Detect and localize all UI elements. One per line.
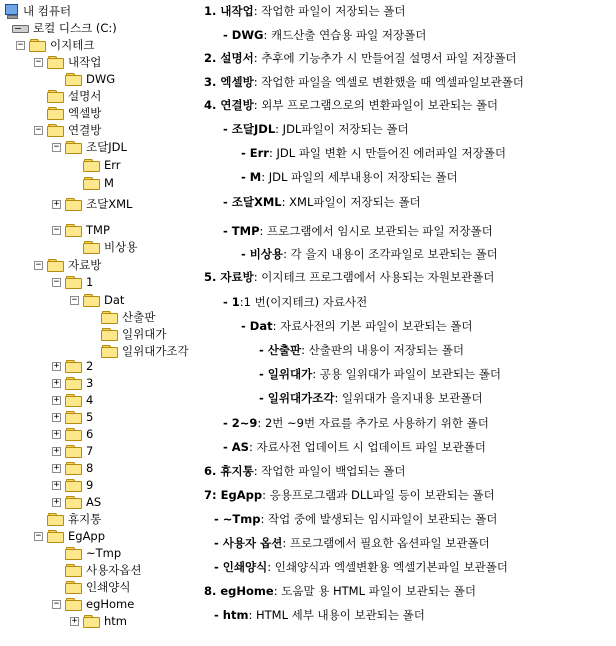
description-line — [241, 246, 498, 262]
tree-item-label: 휴지통 — [68, 512, 102, 526]
collapse-toggle-icon[interactable]: − — [35, 56, 42, 67]
tree-item[interactable] — [52, 443, 93, 459]
tree-item[interactable] — [70, 175, 114, 191]
description-separator: : — [253, 75, 258, 89]
description-separator: : — [253, 4, 258, 18]
expand-toggle-icon[interactable]: + — [53, 198, 60, 209]
description-line — [259, 342, 464, 358]
tree-item-label: 3 — [86, 376, 94, 390]
description-separator: : — [301, 343, 305, 357]
description-text: 작업 중에 발생되는 임시파일이 보관되는 폴더 — [264, 512, 498, 526]
description-line — [223, 27, 426, 43]
folder-icon — [65, 546, 82, 560]
tree-item[interactable] — [52, 71, 115, 87]
folder-icon — [65, 410, 82, 424]
tree-item-label: 비상용 — [104, 240, 138, 254]
tree-item-label: 4 — [86, 393, 94, 407]
tree-item[interactable] — [88, 343, 189, 359]
description-line — [241, 318, 473, 334]
folder-icon — [65, 197, 82, 211]
expand-toggle-icon[interactable]: + — [53, 360, 60, 371]
folder-icon — [29, 38, 46, 52]
description-key: 3. 엑셀방 — [204, 75, 254, 89]
description-line — [214, 559, 508, 575]
tree-spacer — [34, 109, 43, 118]
folder-icon — [47, 89, 64, 103]
description-separator: : — [261, 170, 266, 184]
tree-spacer — [70, 243, 79, 252]
description-separator: : — [263, 28, 268, 42]
collapse-toggle-icon[interactable]: − — [53, 276, 60, 287]
description-text: 1 번(이지테크) 자료사전 — [243, 295, 368, 309]
description-line — [214, 535, 490, 551]
folder-icon — [65, 563, 82, 577]
description-text: 프로그램에서 임시로 보관되는 파일 저장폴더 — [263, 224, 493, 238]
description-separator: : — [312, 367, 317, 381]
description-key: - TMP — [223, 224, 260, 238]
tree-item-label: Err — [104, 158, 121, 172]
tree-item[interactable] — [52, 562, 142, 578]
tree-item-label: AS — [86, 495, 102, 509]
description-line — [204, 583, 476, 599]
description-line — [204, 3, 406, 19]
description-line — [259, 390, 483, 406]
tree-item-label: M — [104, 176, 114, 190]
tree-item-label: 설명서 — [68, 89, 102, 103]
folder-icon — [65, 444, 82, 458]
folder-icon — [47, 529, 64, 543]
collapse-toggle-icon[interactable]: − — [53, 224, 60, 235]
description-line — [204, 97, 498, 113]
tree-spacer — [88, 347, 97, 356]
tree-item-label: 산출판 — [122, 310, 156, 324]
tree-spacer — [88, 330, 97, 339]
tree-item-label: 이지테크 — [50, 38, 95, 52]
description-text: 일위대가 을지내용 보관폴더 — [338, 391, 483, 405]
description-separator: : — [253, 51, 258, 65]
tree-item[interactable] — [52, 494, 101, 510]
tree-item-label: 내작업 — [68, 55, 102, 69]
description-line — [223, 294, 367, 310]
folder-icon — [65, 275, 82, 289]
expand-toggle-icon[interactable]: + — [53, 496, 60, 507]
tree-item-label: DWG — [86, 72, 116, 86]
tree-item-label: ~Tmp — [86, 546, 122, 560]
description-text: JDL 파일의 세부내용이 저장되는 폴더 — [265, 170, 458, 184]
folder-icon — [47, 258, 64, 272]
tree-item[interactable] — [52, 139, 127, 155]
description-text: 작업한 파일을 엑셀로 변환했을 때 엑셀파일보관폴더 — [257, 75, 524, 89]
tree-item[interactable] — [52, 545, 121, 561]
collapse-toggle-icon[interactable]: − — [35, 259, 42, 270]
tree-item[interactable] — [52, 222, 110, 238]
tree-item[interactable] — [34, 105, 101, 121]
description-text: 인쇄양식과 엑셀변환용 엑셀기본파일 보관폴더 — [271, 560, 508, 574]
tree-item-label: 8 — [86, 461, 94, 475]
description-separator: : — [253, 98, 258, 112]
tree-item-label: TMP — [86, 223, 110, 237]
folder-icon — [65, 376, 82, 390]
description-separator: : — [281, 195, 286, 209]
description-separator: : — [267, 560, 272, 574]
description-text: 응용프로그램과 DLL파일 등이 보관되는 폴더 — [265, 488, 495, 502]
tree-item[interactable] — [34, 528, 105, 544]
description-key: - AS — [223, 440, 249, 454]
expand-toggle-icon[interactable]: + — [53, 445, 60, 456]
description-key: - htm — [214, 608, 249, 622]
tree-item-label: 9 — [86, 478, 94, 492]
description-separator: : — [259, 224, 264, 238]
folder-icon — [83, 240, 100, 254]
description-key: 8. egHome — [204, 584, 274, 598]
tree-item-label: 일위대가조각 — [122, 344, 189, 358]
tree-item-label: 내 컴퓨터 — [23, 4, 72, 18]
tree-item[interactable] — [52, 375, 93, 391]
tree-spacer — [52, 566, 61, 575]
tree-spacer — [70, 179, 79, 188]
description-line — [204, 463, 406, 479]
description-key: - Dat — [241, 319, 273, 333]
description-separator: : — [275, 122, 280, 136]
description-text: HTML 세부 내용이 보관되는 폴더 — [252, 608, 425, 622]
computer-icon — [3, 3, 19, 19]
description-line — [204, 269, 494, 285]
tree-item-label: 1 — [86, 275, 94, 289]
description-text: 캐드산출 연습용 파일 저장폴더 — [267, 28, 427, 42]
tree-item-label: 2 — [86, 359, 94, 373]
tree-item[interactable] — [34, 122, 101, 138]
description-line — [241, 169, 458, 185]
folder-icon — [65, 393, 82, 407]
description-separator: : — [262, 488, 266, 502]
folder-icon — [65, 597, 82, 611]
tree-spacer — [52, 75, 61, 84]
expand-toggle-icon[interactable]: + — [71, 615, 78, 626]
tree-spacer — [52, 549, 61, 558]
description-text: 자료사전 업데이트 시 업데이트 파일 보관폴더 — [252, 440, 486, 454]
folder-icon — [101, 310, 118, 324]
description-line — [223, 194, 421, 210]
description-key: - 조달XML — [223, 195, 282, 209]
tree-item[interactable] — [3, 3, 71, 19]
tree-item[interactable] — [52, 579, 130, 595]
tree-item-label: EgApp — [68, 529, 106, 543]
description-separator: : — [257, 416, 262, 430]
description-text: 외부 프로그램으로의 변환파일이 보관되는 폴더 — [257, 98, 499, 112]
description-text: 프로그램에서 필요한 옵션파일 보관폴더 — [286, 536, 490, 550]
tree-item[interactable] — [34, 54, 101, 70]
tree-item-label: 엑셀방 — [68, 106, 102, 120]
folder-icon — [83, 614, 100, 628]
description-text: 2번 ~9번 자료를 추가로 사용하기 위한 폴더 — [261, 416, 489, 430]
collapse-toggle-icon[interactable]: − — [17, 39, 24, 50]
description-text: 이지테크 프로그램에서 사용되는 자원보관폴더 — [257, 270, 495, 284]
description-text: XML파일이 저장되는 폴더 — [285, 195, 421, 209]
expand-toggle-icon[interactable]: + — [53, 462, 60, 473]
drive-icon — [12, 22, 29, 34]
description-text: 작업한 파일이 백업되는 폴더 — [257, 464, 406, 478]
tree-item-label: 조달XML — [86, 197, 133, 211]
description-separator: : — [248, 608, 253, 622]
tree-item[interactable] — [34, 88, 101, 104]
description-key: - 산출판 — [259, 343, 302, 357]
description-key: - DWG — [223, 28, 264, 42]
description-line — [223, 223, 493, 239]
folder-icon — [47, 55, 64, 69]
description-key: - Err — [241, 146, 269, 160]
expand-toggle-icon[interactable]: + — [53, 377, 60, 388]
tree-item-label: 조달JDL — [86, 140, 127, 154]
folder-icon — [65, 495, 82, 509]
description-line — [214, 607, 425, 623]
description-text: 산출판의 내용이 저장되는 폴더 — [304, 343, 465, 357]
description-key: 1. 내작업 — [204, 4, 254, 18]
folder-icon — [65, 140, 82, 154]
folder-icon — [83, 293, 100, 307]
description-key: 5. 자료방 — [204, 270, 254, 284]
tree-item[interactable] — [88, 309, 155, 325]
tree-item-label: 로컬 디스크 (C:) — [33, 21, 117, 35]
description-separator: : — [272, 319, 277, 333]
folder-icon — [47, 106, 64, 120]
description-separator: : — [282, 536, 287, 550]
folder-icon — [47, 512, 64, 526]
tree-spacer — [70, 161, 79, 170]
description-key: 4. 연결방 — [204, 98, 254, 112]
tree-item[interactable] — [88, 326, 166, 342]
collapse-toggle-icon[interactable]: − — [71, 294, 78, 305]
tree-item[interactable] — [52, 274, 93, 290]
description-line — [204, 50, 516, 66]
description-separator: : — [273, 584, 278, 598]
description-key: - 일위대가조각 — [259, 391, 335, 405]
tree-item-label: 일위대가 — [122, 327, 167, 341]
tree-item-label: 5 — [86, 410, 94, 424]
description-text: 도움말 용 HTML 파일이 보관되는 폴더 — [277, 584, 476, 598]
tree-item[interactable] — [52, 596, 134, 612]
description-key: 6. 휴지통 — [204, 464, 254, 478]
description-key: - M — [241, 170, 262, 184]
collapse-toggle-icon[interactable]: − — [53, 141, 60, 152]
description-line — [241, 145, 506, 161]
description-text: JDL 파일 변환 시 만들어진 에러파일 저장폴더 — [272, 146, 506, 160]
description-text: 작업한 파일이 저장되는 폴더 — [257, 4, 406, 18]
folder-icon — [65, 461, 82, 475]
description-key: 7: EgApp — [204, 488, 263, 502]
description-line — [259, 366, 501, 382]
tree-item[interactable] — [70, 292, 124, 308]
description-line — [204, 74, 524, 90]
tree-item[interactable] — [34, 511, 101, 527]
tree-item-label: 연결방 — [68, 123, 102, 137]
tree-item-label: egHome — [86, 597, 135, 611]
description-text: JDL파일이 저장되는 폴더 — [279, 122, 409, 136]
description-text: 추후에 기능추가 시 만들어질 설명서 파일 저장폴더 — [257, 51, 517, 65]
description-key: - 조달JDL — [223, 122, 276, 136]
folder-icon — [101, 344, 118, 358]
description-key: - 비상용 — [241, 247, 284, 261]
folder-icon — [65, 427, 82, 441]
description-line — [204, 487, 495, 503]
description-line — [223, 415, 489, 431]
description-key: - 사용자 옵션 — [214, 536, 283, 550]
tree-item[interactable] — [52, 196, 132, 212]
folder-icon — [101, 327, 118, 341]
description-separator: : — [268, 146, 273, 160]
tree-item-label: 6 — [86, 427, 94, 441]
tree-spacer — [52, 583, 61, 592]
tree-spacer — [88, 313, 97, 322]
description-separator: : — [253, 270, 258, 284]
folder-icon — [83, 158, 100, 172]
tree-item[interactable] — [52, 392, 93, 408]
tree-item[interactable] — [16, 37, 94, 53]
expand-toggle-icon[interactable]: + — [53, 428, 60, 439]
description-key: - 1 — [223, 295, 240, 309]
description-text: 각 을지 내용이 조각파일로 보관되는 폴더 — [286, 247, 498, 261]
folder-icon — [83, 176, 100, 190]
collapse-toggle-icon[interactable]: − — [35, 124, 42, 135]
tree-item-label: 자료방 — [68, 258, 102, 272]
description-key: - 2~9 — [223, 416, 258, 430]
tree-item-label: 7 — [86, 444, 94, 458]
folder-icon — [65, 359, 82, 373]
description-separator: : — [239, 295, 244, 309]
tree-item[interactable] — [52, 460, 93, 476]
folder-icon — [65, 72, 82, 86]
tree-item[interactable] — [52, 409, 93, 425]
description-separator: : — [248, 440, 253, 454]
tree-item[interactable] — [12, 20, 117, 36]
description-text: 자료사전의 기본 파일이 보관되는 폴더 — [276, 319, 473, 333]
tree-item[interactable] — [52, 358, 93, 374]
folder-icon — [47, 123, 64, 137]
tree-item-label: 인쇄양식 — [86, 580, 131, 594]
tree-item[interactable] — [52, 477, 93, 493]
description-separator: : — [253, 464, 258, 478]
description-separator: : — [260, 512, 265, 526]
expand-toggle-icon[interactable]: + — [53, 394, 60, 405]
expand-toggle-icon[interactable]: + — [53, 411, 60, 422]
folder-icon — [65, 478, 82, 492]
tree-spacer — [34, 515, 43, 524]
collapse-toggle-icon[interactable]: − — [35, 530, 42, 541]
description-key: - ~Tmp — [214, 512, 261, 526]
description-line — [223, 121, 409, 137]
description-line — [223, 439, 486, 455]
description-separator: : — [283, 247, 287, 261]
tree-item[interactable] — [34, 257, 101, 273]
folder-icon — [65, 223, 82, 237]
tree-item[interactable] — [70, 239, 137, 255]
tree-item-label: Dat — [104, 293, 125, 307]
description-separator: : — [334, 391, 339, 405]
collapse-toggle-icon[interactable]: − — [53, 598, 60, 609]
description-text: 공용 일위대가 파일이 보관되는 폴더 — [316, 367, 502, 381]
description-key: 2. 설명서 — [204, 51, 254, 65]
tree-item[interactable] — [52, 426, 93, 442]
description-key: - 인쇄양식 — [214, 560, 268, 574]
expand-toggle-icon[interactable]: + — [53, 479, 60, 490]
tree-item[interactable] — [70, 157, 121, 173]
tree-item[interactable] — [70, 613, 127, 629]
description-line — [214, 511, 497, 527]
tree-spacer — [34, 92, 43, 101]
tree-item-label: htm — [104, 614, 127, 628]
tree-item-label: 사용자옵션 — [86, 563, 142, 577]
description-key: - 일위대가 — [259, 367, 313, 381]
folder-icon — [65, 580, 82, 594]
